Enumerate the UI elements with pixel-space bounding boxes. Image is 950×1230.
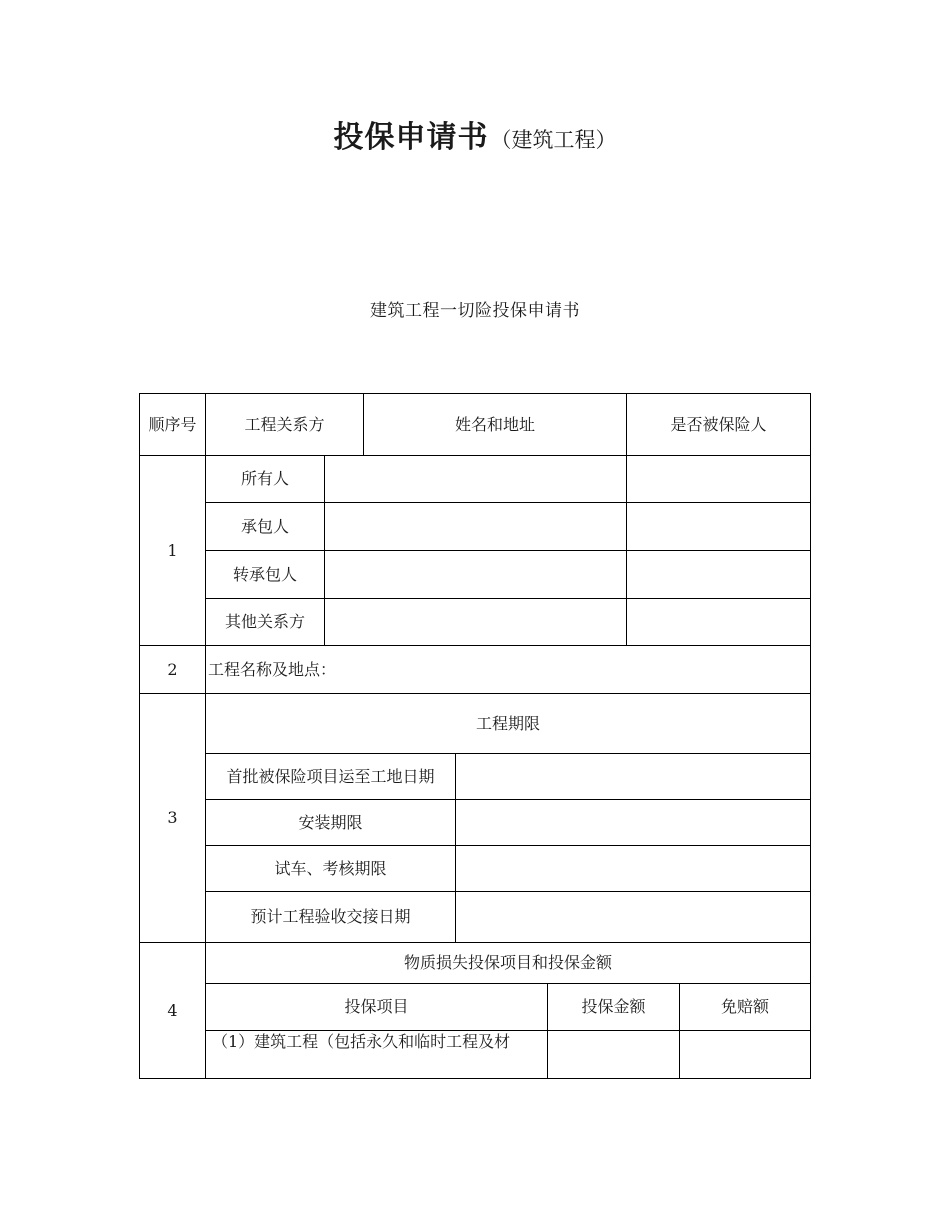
header-party: 工程关系方 xyxy=(205,393,364,456)
header-seq: 顺序号 xyxy=(139,393,206,456)
acceptance-date-label: 预计工程验收交接日期 xyxy=(205,891,456,943)
party-subcontractor-label: 转承包人 xyxy=(205,550,325,599)
party-other-insured-field[interactable] xyxy=(626,598,811,646)
party-other-label: 其他关系方 xyxy=(205,598,325,646)
item-construction-deductible-field[interactable] xyxy=(679,1030,811,1079)
col-deductible: 免赔额 xyxy=(679,983,811,1031)
item-construction-work: （1）建筑工程（包括永久和临时工程及材 xyxy=(205,1030,548,1079)
party-contractor-label: 承包人 xyxy=(205,502,325,551)
party-owner-name-field[interactable] xyxy=(324,455,627,503)
acceptance-date-field[interactable] xyxy=(455,891,811,943)
installation-period-label: 安装期限 xyxy=(205,799,456,846)
first-delivery-date-label: 首批被保险项目运至工地日期 xyxy=(205,753,456,800)
party-contractor-name-field[interactable] xyxy=(324,502,627,551)
material-loss-heading: 物质损失投保项目和投保金额 xyxy=(205,942,811,984)
title-main: 投保申请书 xyxy=(333,120,489,155)
installation-period-field[interactable] xyxy=(455,799,811,846)
party-other-name-field[interactable] xyxy=(324,598,627,646)
col-insured-amount: 投保金额 xyxy=(547,983,680,1031)
section3-seq: 3 xyxy=(139,693,206,943)
party-subcontractor-insured-field[interactable] xyxy=(626,550,811,599)
trial-test-period-field[interactable] xyxy=(455,845,811,892)
party-owner-label: 所有人 xyxy=(205,455,325,503)
document-title xyxy=(0,112,950,156)
form-subtitle: 建筑工程一切险投保申请书 xyxy=(370,301,580,321)
col-insured-item: 投保项目 xyxy=(205,983,548,1031)
title-sub: （建筑工程） xyxy=(490,128,617,152)
party-subcontractor-name-field[interactable] xyxy=(324,550,627,599)
trial-test-period-label: 试车、考核期限 xyxy=(205,845,456,892)
item-construction-amount-field[interactable] xyxy=(547,1030,680,1079)
section4-seq: 4 xyxy=(139,942,206,1079)
header-name-address: 姓名和地址 xyxy=(363,393,627,456)
project-name-location-label[interactable]: 工程名称及地点： xyxy=(205,645,811,694)
section1-seq: 1 xyxy=(139,455,206,646)
party-owner-insured-field[interactable] xyxy=(626,455,811,503)
project-period-heading: 工程期限 xyxy=(205,693,811,754)
header-insured: 是否被保险人 xyxy=(626,393,811,456)
section2-seq: 2 xyxy=(139,645,206,694)
party-contractor-insured-field[interactable] xyxy=(626,502,811,551)
first-delivery-date-field[interactable] xyxy=(455,753,811,800)
